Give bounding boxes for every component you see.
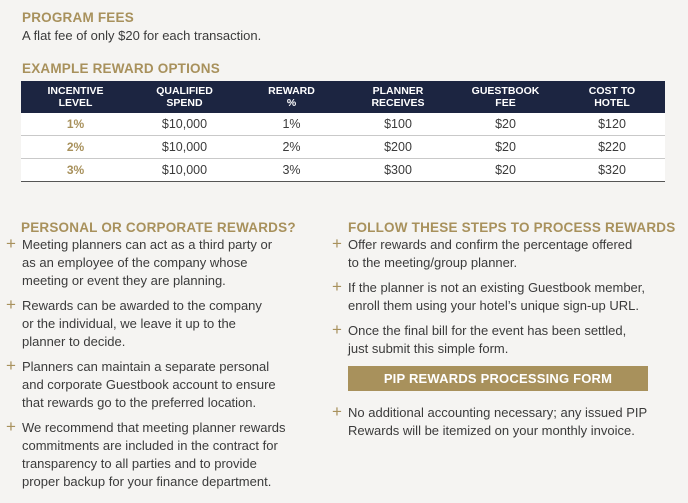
cost-to-hotel-cell: $320 [559,159,665,182]
table-row [21,136,665,159]
list-item: + Planners can maintain a separate personal and corporate Guestbook account to ensure that rewards go to the preferred location. [6,356,276,410]
plus-icon: + [332,277,342,296]
plus-icon: + [332,402,342,421]
planner-receives-cell: $100 [344,113,452,136]
pip-rewards-form-button[interactable]: PIP REWARDS PROCESSING FORM [348,366,648,391]
list-item: + If the planner is not an existing Guestbook member, enroll them using your hotel’s unique sign-up URL. [332,277,646,313]
column-header-incentive-level: INCENTIVE LEVEL [21,81,130,113]
guestbook-fee-cell: $20 [452,159,559,182]
plus-icon: + [6,295,16,314]
reward-percent-cell: 1% [239,113,344,136]
reward-options-heading: EXAMPLE REWARD OPTIONS [22,61,220,76]
table-row [21,159,665,182]
list-item: + Offer rewards and confirm the percentage offered to the meeting/group planner. [332,234,633,270]
qualified-spend-cell: $10,000 [130,113,239,136]
plus-icon: + [332,234,342,253]
incentive-level-cell: 1% [21,113,130,136]
list-item: + We recommend that meeting planner rewards commitments are included in the contract for transparency to all parties and to provide proper backup for your finance department. [6,417,286,489]
reward-percent-cell: 3% [239,159,344,182]
column-header-reward-percent: REWARD % [239,81,344,113]
table-row [21,113,665,136]
guestbook-fee-cell: $20 [452,113,559,136]
program-fees-heading: PROGRAM FEES [22,10,134,25]
personal-rewards-list [6,236,326,498]
process-steps-footer-list [332,404,682,447]
incentive-level-cell: 2% [21,136,130,159]
planner-receives-cell: $300 [344,159,452,182]
plus-icon: + [6,234,16,253]
plus-icon: + [6,356,16,375]
list-item: + Meeting planners can act as a third party or as an employee of the company whose meeting or event they are planning. [6,234,273,288]
reward-percent-cell: 2% [239,136,344,159]
qualified-spend-cell: $10,000 [130,159,239,182]
list-item: + Once the final bill for the event has been settled, just submit this simple form. [332,320,627,356]
cost-to-hotel-cell: $120 [559,113,665,136]
reward-options-table [21,81,665,182]
column-header-guestbook-fee: GUESTBOOK FEE [452,81,559,113]
column-header-cost-to-hotel: COST TO HOTEL [559,81,665,113]
plus-icon: + [332,320,342,339]
personal-rewards-heading: PERSONAL OR CORPORATE REWARDS? [21,220,296,235]
planner-receives-cell: $200 [344,136,452,159]
plus-icon: + [6,417,16,436]
cost-to-hotel-cell: $220 [559,136,665,159]
guestbook-fee-cell: $20 [452,136,559,159]
process-steps-list [332,236,682,365]
program-fees-text: A flat fee of only $20 for each transaction. [22,28,262,43]
table-header-row [21,81,665,113]
column-header-qualified-spend: QUALIFIED SPEND [130,81,239,113]
column-header-planner-receives: PLANNER RECEIVES [344,81,452,113]
incentive-level-cell: 3% [21,159,130,182]
list-item: + No additional accounting necessary; any issued PIP Rewards will be itemized on your monthly invoice. [332,402,648,438]
process-steps-heading: FOLLOW THESE STEPS TO PROCESS REWARDS [348,220,676,235]
qualified-spend-cell: $10,000 [130,136,239,159]
list-item: + Rewards can be awarded to the company or the individual, we leave it up to the planner to decide. [6,295,262,349]
